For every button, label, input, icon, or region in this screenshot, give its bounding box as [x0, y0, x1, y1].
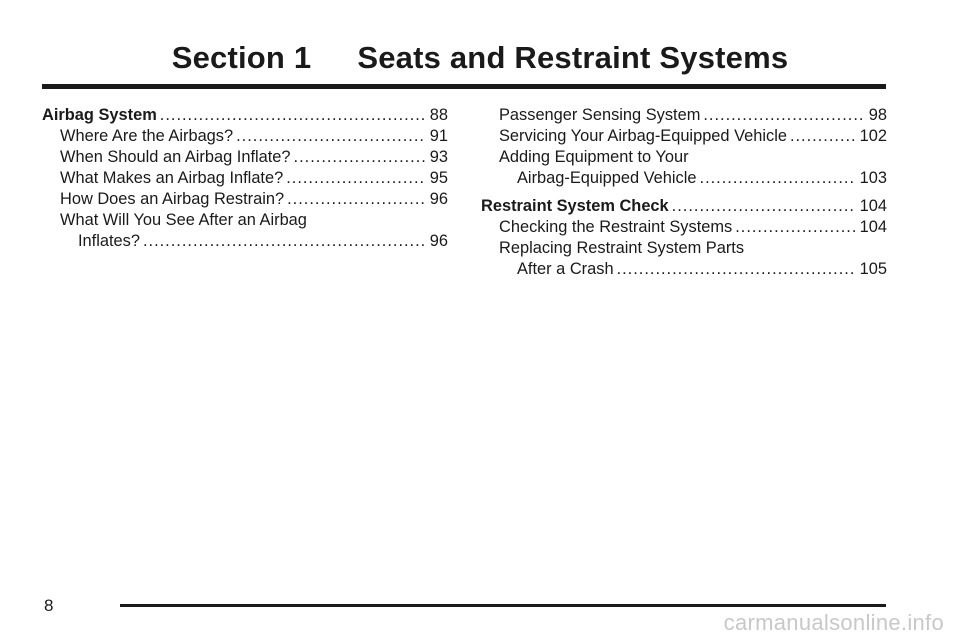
toc-entry-replacing-parts[interactable]: After a Crash ..... 105 — [481, 259, 887, 280]
toc-entry-servicing-vehicle[interactable]: Servicing Your Airbag-Equipped Vehicle ..... 102 — [481, 126, 887, 147]
toc-entry-what-makes-inflate[interactable]: What Makes an Airbag Inflate? ..... 95 — [42, 168, 448, 189]
section-title — [0, 40, 960, 76]
toc-entry-how-restrain[interactable]: How Does an Airbag Restrain? ..... 96 — [42, 189, 448, 210]
toc-entry-when-inflate[interactable]: When Should an Airbag Inflate? ..... 93 — [42, 147, 448, 168]
toc-entry-what-will-you-see-line1[interactable]: What Will You See After an Airbag — [60, 211, 307, 229]
page-number: 8 — [44, 596, 54, 615]
watermark-text: carmanualsonline.info — [723, 610, 944, 635]
toc-entry-airbag-system[interactable]: Airbag System ..... 88 — [42, 105, 448, 126]
toc-entry-what-will-you-see[interactable]: Inflates? ..... 96 — [42, 231, 448, 252]
toc-entry-adding-equipment-line1[interactable]: Adding Equipment to Your — [499, 148, 689, 166]
section-label: Section 1 — [171, 40, 312, 75]
section-name: Seats and Restraint Systems — [357, 40, 789, 75]
toc-entry-adding-equipment[interactable]: Airbag-Equipped Vehicle ..... 103 — [481, 168, 887, 189]
title-rule — [42, 84, 886, 89]
toc-left-column — [42, 105, 448, 252]
footer-rule — [120, 604, 886, 607]
toc-entry-replacing-parts-line1[interactable]: Replacing Restraint System Parts — [499, 239, 745, 257]
toc-entry-passenger-sensing[interactable]: Passenger Sensing System ..... 98 — [481, 105, 887, 126]
toc-entry-checking-restraint[interactable]: Checking the Restraint Systems ..... 104 — [481, 217, 887, 238]
toc-right-column — [481, 105, 887, 280]
toc-entry-restraint-check[interactable]: Restraint System Check ..... 104 — [481, 196, 887, 217]
toc-entry-where-airbags[interactable]: Where Are the Airbags? ..... 91 — [42, 126, 448, 147]
